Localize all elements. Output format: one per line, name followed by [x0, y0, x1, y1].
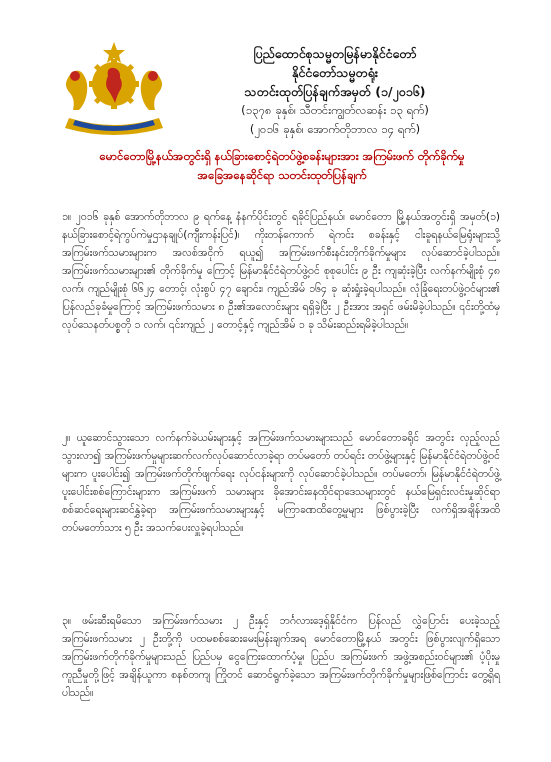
paragraph-2: ၂။ ယူဆောင်သွားသော လက်နက်ခဲယမ်းများနှင့် အကြမ်းဖက်သမားများသည် မောင်တောခရိုင် အတွင်း လှည့်လည်သွားလာ၍ အကြမ်းဖက်မှုများဆက်လက်လုပ်ဆောင်လာခဲ့ရာ တပ်မတော် တပ်ရင်း တပ်ဖွဲ့များနှင့် မြန်မာနိုင်ငံရဲတပ်ဖွဲ့ဝင်များက ပူးပေါင်း၍ အကြမ်းဖက်တိုက်ဖျက်ရေး လုပ်ငန်းများကို လုပ်ဆောင်ခဲ့ပါသည်။ တပ်မတော်၊ မြန်မာနိုင်ငံရဲတပ်ဖွဲ့ပူးပေါင်းစစ်ကြောင်းများက အကြမ်းဖက် သမားများ ခိုအောင်းနေထိုင်ရာဒေသများတွင် နယ်မြေရှင်းလင်းမှုဆိုင်ရာ စစ်ဆင်ရေးများဆင်နွှဲခဲ့ရာ အကြမ်းဖက်သမားများနှင့် မကြာခဏထိတွေ့မှုများ ဖြစ်ပွားခဲ့ပြီး လက်ရှိအချိန်အထိ တပ်မတော်သား ၅ ဦး အသက်ပေးလှူခဲ့ရပါသည်။	[62, 432, 500, 534]
paragraph-1: ၁။ ၂၀၁၆ ခုနှစ် အောက်တိုဘာလ ၉ ရက်နေ့ နံနက်ပိုင်းတွင် ရခိုင်ပြည်နယ်၊ မောင်တော မြို့နယ်အတွင်းရှိ အမှတ်(၁) နယ်ခြားစောင့်ရဲကွပ်ကဲမှုဌာနချုပ်(ကျီးကန်းပြင်)၊ ကိုးတန်ကောက် ရဲကင်း စခန်းနှင့် ငါးခူရနယ်မြေရုံးများသို့ အကြမ်းဖက်သမားများက အလစ်အငိုက် ရယူ၍ အကြမ်းဖက်စီးနင်းတိုက်ခိုက်မှုများ လုပ်ဆောင်ခဲ့ပါသည်။ အကြမ်းဖက်သမားများ၏ တိုက်ခိုက်မှု ကြောင့် မြန်မာနိုင်ငံရဲတပ်ဖွဲ့ဝင် စုစုပေါင်း ၉ ဦး ကျဆုံးခဲ့ပြီး လက်နက်မျိုးစုံ ၄၈ လက်၊ ကျည်မျိုးစုံ ၆၆၂၄ တောင့်၊ လုံးစွပ် ၄၇ ချောင်း၊ ကျည်အိမ် ၁၆၄ ခု ဆုံးရှုံးခဲ့ရပါသည်။ လုံခြုံရေးတပ်ဖွဲ့ဝင်များ၏ ပြန်လည်ခုခံမှုကြောင့် အကြမ်းဖက်သမား ၈ ဦး၏အလောင်းများ ရရှိခဲ့ပြီး ၂ ဦးအား အရှင် ဖမ်းမိခဲ့ပါသည်။ ၎င်းတို့ထံမှ လုပ်သေနတ်ပစ္စတို ၁ လက်၊ ၎င်းကျည် ၂ တောင့်နှင့် ကျည်အိမ် ၁ ခု သိမ်းဆည်းရမိခဲ့ပါသည်။	[62, 211, 500, 331]
document-header	[175, 44, 495, 139]
title-line-2: အခြေအနေဆိုင်ရာ သတင်းထုတ်ပြန်ချက်	[197, 168, 367, 182]
state-seal-icon	[59, 40, 169, 138]
myanmar-date: (၁၃၇၈ ခုနှစ်၊ သီတင်းကျွတ်လဆန်း ၁၃ ရက်)	[241, 103, 429, 117]
release-number: သတင်းထုတ်ပြန်ချက်အမှတ် (၁/၂၀၁၆)	[244, 84, 426, 99]
office-name: နိုင်ငံတော်သမ္မတရုံး	[291, 65, 379, 80]
paragraph-3: ၃။ ဖမ်းဆီးရမိသော အကြမ်းဖက်သမား ၂ ဦးနှင့် ဘင်္ဂလားဒေ့ရှ်နိုင်ငံက ပြန်လည် လွှဲပြောင်း ပေးခဲ့သည့် အကြမ်းဖက်သမား ၂ ဦးတို့ကို ပထမစစ်ဆေးမေးမြန်းချက်အရ မောင်တောမြို့နယ် အတွင်း ဖြစ်ပွားလျက်ရှိသော အကြမ်းဖက်တိုက်ခိုက်မှုများသည် ပြည်ပမှ ငွေကြေးထောက်ပံ့မှု၊ ပြည်ပ အကြမ်းဖက် အဖွဲ့အစည်းဝင်များ၏ ပံ့ပိုးမှုကူညီမှုတို့ဖြင့် အချိန်ယူကာ စနစ်တကျ ကြိုတင် ဆောင်ရွက်ခဲ့သော အကြမ်းဖက်တိုက်ခိုက်မှုများဖြစ်ကြောင်း တွေ့ရှိရပါသည်။	[62, 615, 500, 699]
title-line-1: မောင်တောမြို့နယ်အတွင်းရှိ နယ်ခြားစောင့်ရဲတပ်ဖွဲ့စခန်းများအား အကြမ်းဖက် တိုက်ခိုက်မှု	[99, 149, 465, 163]
announcement-title	[62, 147, 502, 185]
gregorian-date: (၂၀၁၆ ခုနှစ်၊ အောက်တိုဘာလ ၁၄ ရက်)	[249, 122, 421, 136]
country-name: ပြည်ထောင်စုသမ္မတမြန်မာနိုင်ငံတော်	[253, 46, 417, 61]
